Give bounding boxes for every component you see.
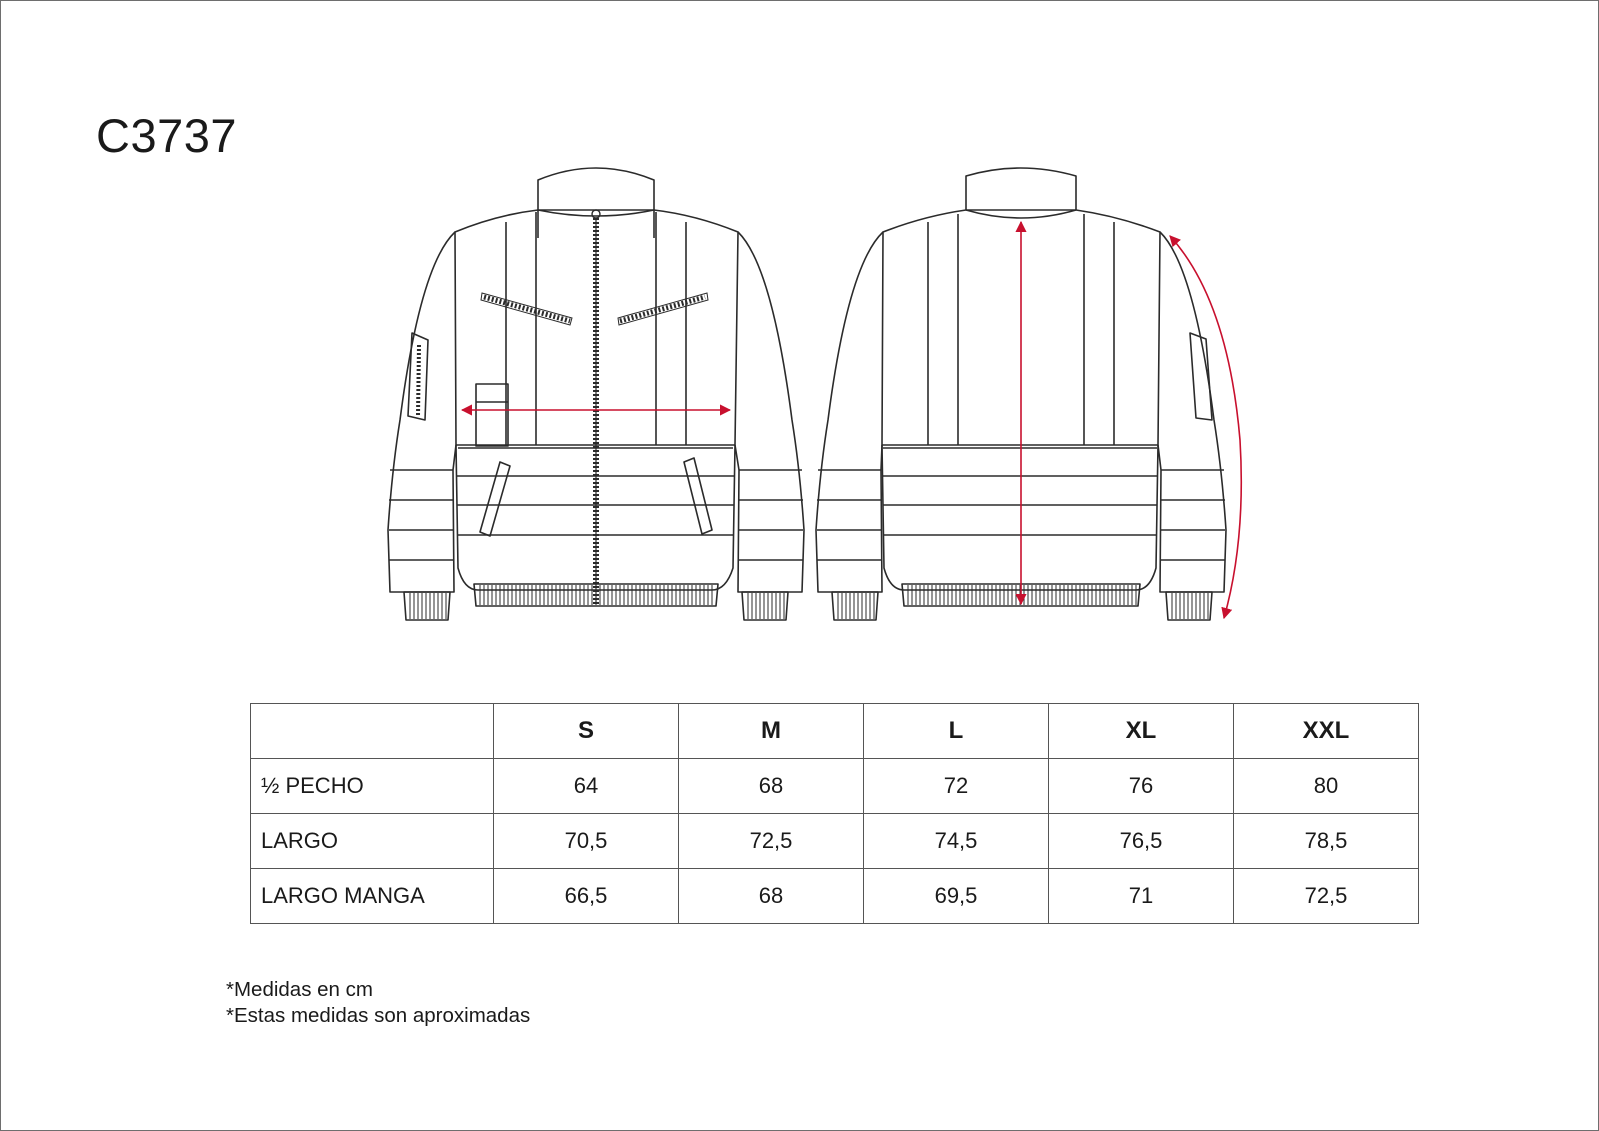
table-cell: 76,5 [1049,814,1234,869]
table-cell: 70,5 [494,814,679,869]
table-cell: 68 [679,869,864,924]
size-header-row [251,704,1419,759]
table-row [251,869,1419,924]
model-code: C3737 [96,109,237,162]
table-cell: 76 [1049,759,1234,814]
table-cell: 72,5 [1234,869,1419,924]
table-row [251,814,1419,869]
size-table [250,703,1419,924]
header-empty-cell [251,704,494,759]
row-label: ½ PECHO [251,759,494,814]
size-header-xxl: XXL [1234,704,1419,759]
table-cell: 64 [494,759,679,814]
table-cell: 71 [1049,869,1234,924]
front-zipper-icon [418,210,708,604]
size-header-m: M [679,704,864,759]
table-cell: 80 [1234,759,1419,814]
size-header-xl: XL [1049,704,1234,759]
note-approximate: *Estas medidas son aproximadas [226,1004,531,1027]
size-header-s: S [494,704,679,759]
table-cell: 74,5 [864,814,1049,869]
table-cell: 68 [679,759,864,814]
table-cell: 78,5 [1234,814,1419,869]
table-row [251,759,1419,814]
size-header-l: L [864,704,1049,759]
notes [226,977,530,1029]
row-label: LARGO MANGA [251,869,494,924]
row-label: LARGO [251,814,494,869]
table-cell: 66,5 [494,869,679,924]
table-cell: 72 [864,759,1049,814]
note-units: *Medidas en cm [226,978,373,1001]
table-cell: 72,5 [679,814,864,869]
table-cell: 69,5 [864,869,1049,924]
